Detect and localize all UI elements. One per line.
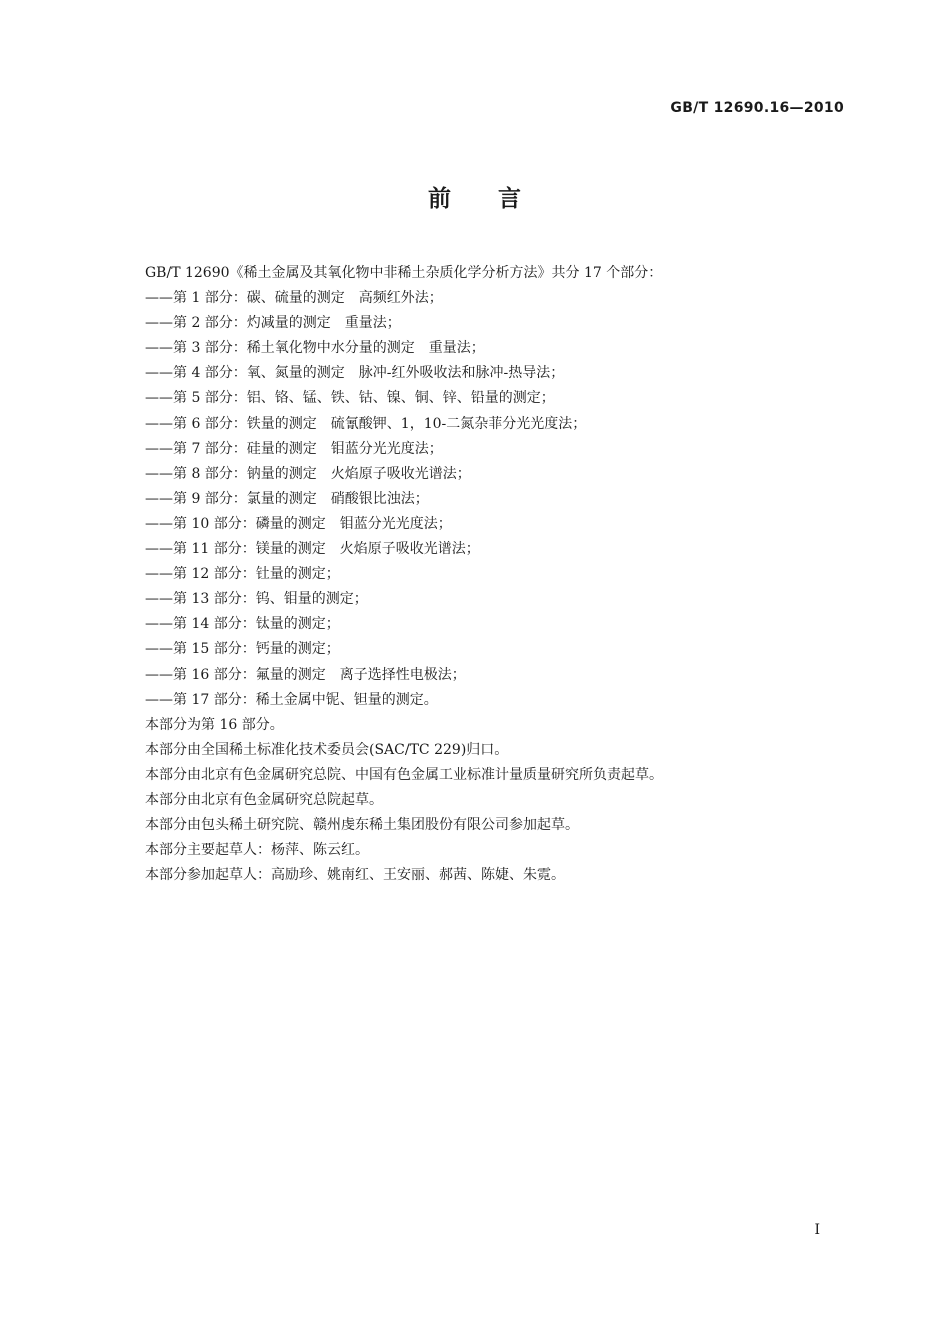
statement-line: 本部分主要起草人：杨萍、陈云红。 (145, 842, 369, 859)
part-list-item: ——第 16 部分：氟量的测定 离子选择性电极法； (145, 666, 466, 683)
part-list-item: ——第 17 部分：稀土金属中铌、钽量的测定。 (145, 691, 438, 708)
statement-line: 本部分由北京有色金属研究总院、中国有色金属工业标准计量质量研究所负责起草。 (145, 766, 663, 783)
part-list-item: ——第 5 部分：铝、铬、锰、铁、钴、镍、铜、锌、铅量的测定； (145, 390, 555, 407)
title-char-1: 前 (428, 186, 452, 212)
part-list-item: ——第 12 部分：钍量的测定； (145, 566, 340, 583)
part-list-item: ——第 15 部分：钙量的测定； (145, 641, 340, 658)
part-list-item: ——第 10 部分：磷量的测定 钼蓝分光光度法； (145, 515, 452, 532)
part-list-item: ——第 1 部分：碳、硫量的测定 高频红外法； (145, 290, 443, 307)
intro-paragraph: GB/T 12690《稀土金属及其氧化物中非稀土杂质化学分析方法》共分 17 个部分： (145, 265, 663, 281)
part-list-item: ——第 4 部分：氧、氮量的测定 脉冲-红外吸收法和脉冲-热导法； (145, 365, 565, 382)
part-list-item: ——第 6 部分：铁量的测定 硫氰酸钾、1，10-二氮杂菲分光光度法； (145, 415, 587, 432)
part-list-item: ——第 3 部分：稀土氧化物中水分量的测定 重量法； (145, 340, 485, 357)
part-list-item: ——第 2 部分：灼减量的测定 重量法； (145, 315, 401, 332)
page-number: I (814, 1222, 820, 1238)
part-list-item: ——第 13 部分：钨、钼量的测定； (145, 591, 368, 608)
statement-line: 本部分由全国稀土标准化技术委员会(SAC/TC 229)归口。 (145, 741, 509, 758)
part-list-item: ——第 9 部分：氯量的测定 硝酸银比浊法； (145, 490, 429, 507)
part-list-item: ——第 7 部分：硅量的测定 钼蓝分光光度法； (145, 440, 443, 457)
title-char-2: 言 (498, 186, 522, 212)
standard-number: GB/T 12690.16—2010 (670, 100, 844, 116)
statement-line: 本部分为第 16 部分。 (145, 716, 284, 733)
statement-line: 本部分由包头稀土研究院、赣州虔东稀土集团股份有限公司参加起草。 (145, 817, 579, 834)
part-list-item: ——第 14 部分：钛量的测定； (145, 616, 340, 633)
part-list-item: ——第 11 部分：镁量的测定 火焰原子吸收光谱法； (145, 541, 480, 558)
page-title (0, 180, 950, 213)
statement-line: 本部分参加起草人：高励珍、姚南红、王安丽、郝茜、陈婕、朱霓。 (145, 867, 565, 884)
foreword-body (145, 261, 845, 888)
statement-line: 本部分由北京有色金属研究总院起草。 (145, 791, 383, 808)
part-list-item: ——第 8 部分：钠量的测定 火焰原子吸收光谱法； (145, 465, 471, 482)
